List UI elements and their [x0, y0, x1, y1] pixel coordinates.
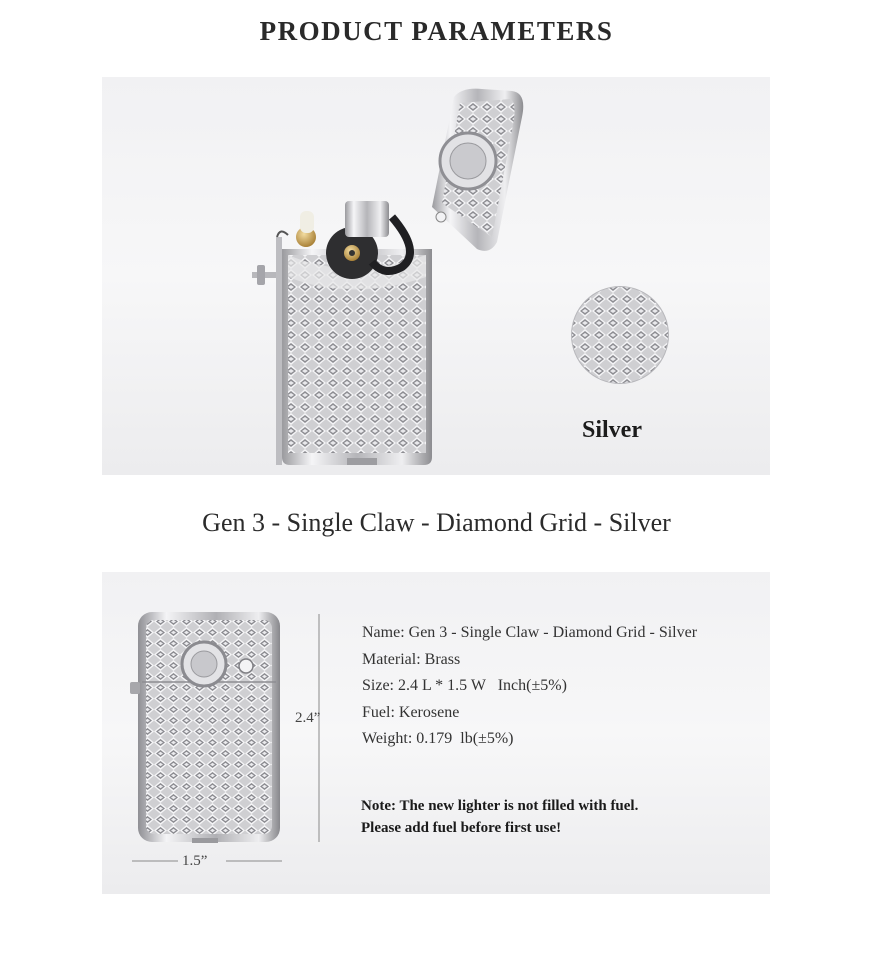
fuel-note-line-1: Note: The new lighter is not filled with fuel.	[361, 798, 639, 814]
spec-material: Material: Brass	[362, 650, 461, 668]
spec-list	[362, 620, 697, 753]
fuel-note-line-2: Please add fuel before first use!	[361, 820, 562, 836]
hero-panel	[102, 77, 770, 475]
spec-name: Name: Gen 3 - Single Claw - Diamond Grid - Silver	[362, 624, 698, 641]
open-lighter-image	[102, 77, 770, 475]
product-subtitle: Gen 3 - Single Claw - Diamond Grid - Silver	[202, 508, 671, 537]
spec-weight: Weight: 0.179 lb(±5%)	[362, 730, 514, 747]
page-title: PRODUCT PARAMETERS	[259, 16, 614, 46]
color-swatch-label: Silver	[582, 417, 642, 443]
height-dimension-label: 2.4”	[295, 710, 321, 726]
spec-fuel: Fuel: Kerosene	[362, 703, 460, 721]
width-dimension-label: 1.5”	[182, 853, 208, 869]
spec-size: Size: 2.4 L * 1.5 W Inch(±5%)	[362, 677, 567, 694]
fuel-note	[361, 795, 638, 839]
specs-panel	[102, 572, 770, 894]
